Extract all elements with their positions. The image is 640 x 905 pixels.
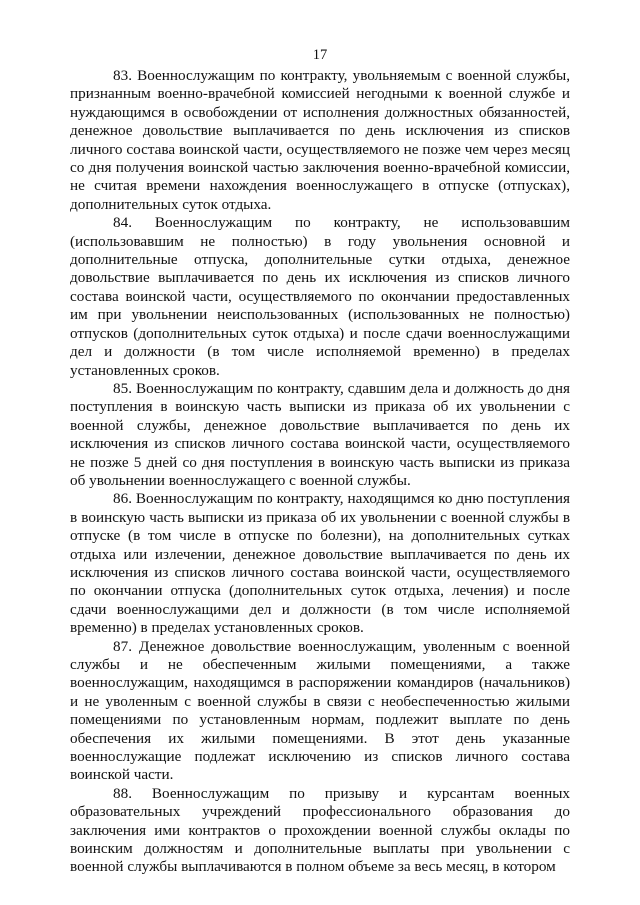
paragraph-83: 83. Военнослужащим по контракту, увольняемым с военной службы, признанным военно-врачебной комиссией негодными к военной службе и нуждающимся в освобождении от исполнения должностных обязанностей, денежное довольствие выплачивается по день исключения из списков личного состава воинской части, осуществляемого не позже чем через месяц со дня получения воинской частью заключения военно-врачебной комиссии, не считая времени нахождения военнослужащего в отпуске (отпусках), дополнительных суток отдыха. <box>70 67 570 213</box>
paragraph-88: 88. Военнослужащим по призыву и курсантам военных образовательных учреждений профессионального образования до заключения ими контрактов о прохождении военной службы оклады по воинским должностям и дополнительные выплаты при увольнении с военной службы выплачиваются в полном объеме за весь месяц, в котором <box>70 784 570 876</box>
page-number: 17 <box>312 47 328 63</box>
paragraph-87: 87. Денежное довольствие военнослужащим, уволенным с военной службы и не обеспеченным жилыми помещениями, а также военнослужащим, находящимся в распоряжении командиров (начальников) и не уволенным с военной службы в связи с необеспеченностью жилыми помещениями по установленным нормам, подлежит выплате по день обеспечения их жилыми помещениями. В этот день указанные военнослужащие подлежат исключению из списков личного состава воинской части. <box>70 637 570 784</box>
paragraph-86: 86. Военнослужащим по контракту, находящимся ко дню поступления в воинскую часть выписки из приказа об их увольнении с военной службы в отпуске (в том числе в отпуске по болезни), на дополнительных сутках отдыха или излечении, денежное довольствие выплачивается по день их исключения из списков личного состава воинской части, осуществляемого по окончании отпуска (дополнительных суток отдыха, лечения) и после сдачи военнослужащими дел и должности (в том числе исполняемой временно) в пределах установленных сроков. <box>70 490 570 637</box>
paragraph-84: 84. Военнослужащим по контракту, не использовавшим (использовавшим не полностью) в году увольнения основной и дополнительные отпуска, дополнительные сутки отдыха, денежное довольствие выплачивается по день их исключения из списков личного состава воинской части, осуществляемого по окончании предоставленных им при увольнении неиспользованных (использованных не полностью) отпусков (дополнительных суток отдыха) и после сдачи военнослужащими дел и должности (в том числе исполняемой временно) в пределах установленных сроков. <box>70 214 570 379</box>
document-body <box>70 67 570 877</box>
paragraph-85: 85. Военнослужащим по контракту, сдавшим дела и должность до дня поступления в воинскую часть выписки из приказа об их увольнении с военной службы, денежное довольствие выплачивается по день их исключения из списков личного состава воинской части, осуществляемого не позже 5 дней со дня поступления в воинскую часть выписки из приказа об увольнении военнослужащего с военной службы. <box>70 379 570 489</box>
